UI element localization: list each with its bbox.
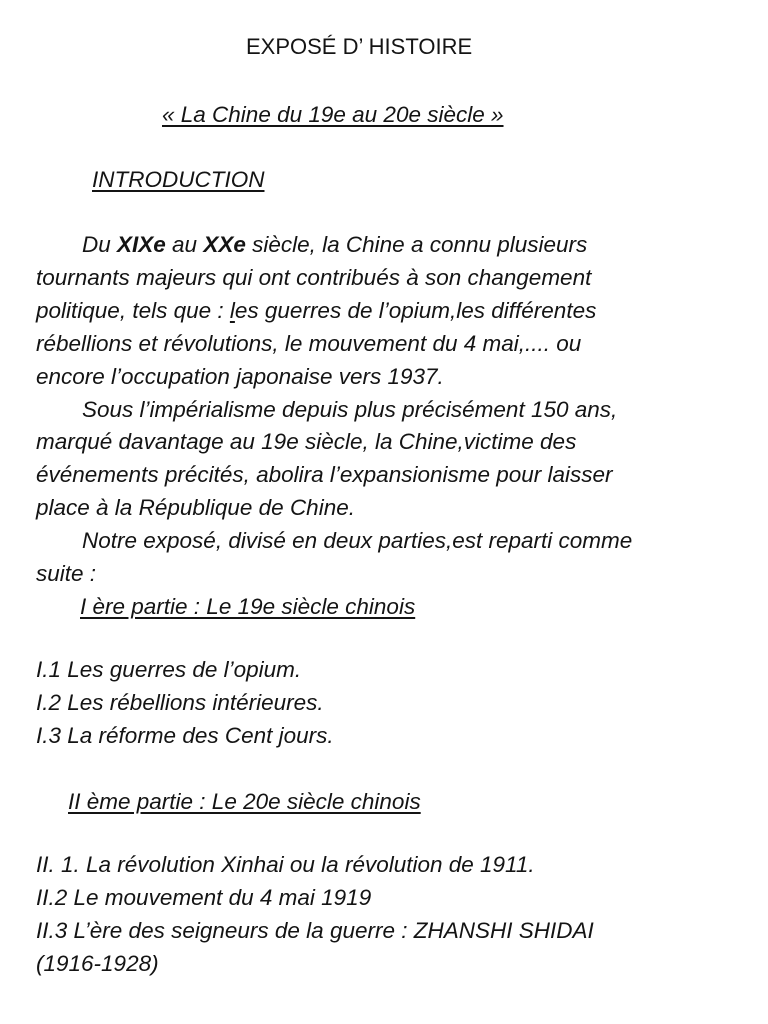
list-item: II.2 Le mouvement du 4 mai 1919 — [36, 885, 372, 910]
list-item: I.3 La réforme des Cent jours. — [36, 723, 334, 748]
paragraph-3-line-2: suite : — [36, 561, 97, 586]
text-run: es guerres de l’opium,les différentes — [234, 298, 597, 323]
list-item: I.2 Les rébellions intérieures. — [36, 690, 324, 715]
text-run: Du — [82, 232, 118, 257]
paragraph-2-line-1: Sous l’impérialisme depuis plus précisément 150 ans, — [82, 397, 618, 422]
list-item: II.3 L’ère des seigneurs de la guerre : ZHANSHI SHIDAI — [36, 918, 594, 943]
paragraph-3-line-1: Notre exposé, divisé en deux parties,est reparti comme — [82, 528, 633, 553]
text-run: au — [165, 232, 204, 257]
paragraph-2-line-4: place à la République de Chine. — [36, 495, 355, 520]
list-item: I.1 Les guerres de l’opium. — [36, 657, 302, 682]
paragraph-1-line-1 — [82, 234, 587, 257]
paragraph-2-line-3: événements précités, abolira l’expansionisme pour laisser — [36, 462, 613, 487]
paragraph-1-line-4: rébellions et révolutions, le mouvement du 4 mai,.... ou — [36, 331, 582, 356]
part-1-heading: I ère partie : Le 19e siècle chinois — [80, 594, 416, 619]
document-header: EXPOSÉ D’ HISTOIRE — [246, 34, 473, 59]
part-2-heading: II ème partie : Le 20e siècle chinois — [68, 789, 421, 814]
underlined-letter: l — [229, 298, 235, 323]
paragraph-1-line-5: encore l’occupation japonaise vers 1937. — [36, 364, 444, 389]
bold-term: XIXe — [117, 232, 166, 257]
paragraph-1-line-3 — [36, 300, 596, 323]
paragraph-1-line-2: tournants majeurs qui ont contribués à son changement — [36, 265, 592, 290]
text-run: siècle, la Chine a connu plusieurs — [245, 232, 588, 257]
bold-term: XXe — [203, 232, 246, 257]
introduction-heading: INTRODUCTION — [92, 167, 265, 192]
paragraph-2-line-2: marqué davantage au 19e siècle, la Chine,victime des — [36, 429, 577, 454]
list-item: II. 1. La révolution Xinhai ou la révolution de 1911. — [36, 852, 535, 877]
list-item: (1916-1928) — [36, 951, 159, 976]
text-run: politique, tels que : — [36, 298, 230, 323]
document-subtitle: « La Chine du 19e au 20e siècle » — [162, 102, 504, 127]
